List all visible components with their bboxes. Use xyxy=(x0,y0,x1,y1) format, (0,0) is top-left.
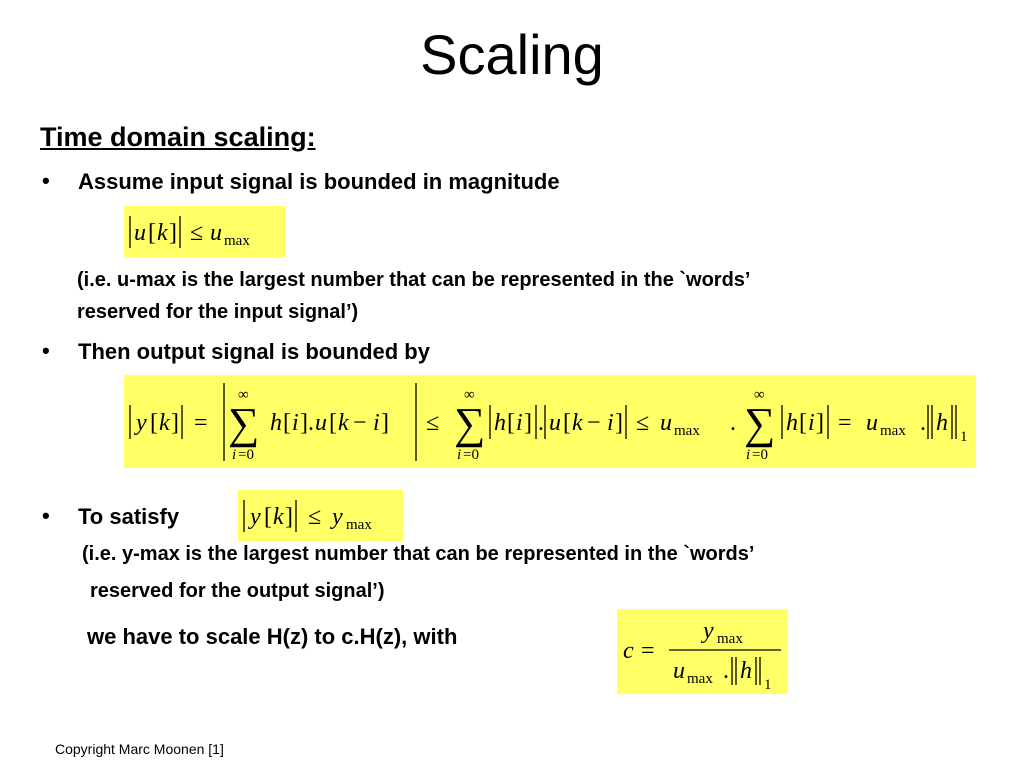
svg-text:i: i xyxy=(607,410,614,436)
svg-text:i: i xyxy=(808,410,815,436)
svg-text:i: i xyxy=(457,447,462,463)
svg-text:u: u xyxy=(660,410,672,436)
svg-text:k: k xyxy=(338,410,349,436)
svg-text:max: max xyxy=(346,517,372,533)
svg-text:].: ]. xyxy=(300,410,314,436)
svg-text:i: i xyxy=(516,410,523,436)
svg-text:[: [ xyxy=(264,504,272,530)
svg-text:]: ] xyxy=(816,410,824,436)
svg-text:[: [ xyxy=(150,410,158,436)
svg-text:h: h xyxy=(740,658,752,684)
bullet-marker: • xyxy=(42,503,50,528)
svg-text:∑: ∑ xyxy=(228,399,260,448)
slide-title: Scaling xyxy=(420,23,604,86)
svg-text:k: k xyxy=(157,220,168,246)
formula-input-bound xyxy=(124,206,285,257)
svg-text:[: [ xyxy=(283,410,291,436)
svg-text:=: = xyxy=(194,410,208,436)
svg-text:y: y xyxy=(332,504,343,530)
bullet-marker: • xyxy=(42,338,50,363)
svg-text:]: ] xyxy=(169,220,177,246)
svg-text:max: max xyxy=(880,423,906,439)
svg-text:i: i xyxy=(746,447,751,463)
bullet-assume-input: Assume input signal is bounded in magnitude xyxy=(78,169,560,194)
svg-text:.: . xyxy=(723,658,729,684)
copyright-footer: Copyright Marc Moonen [1] xyxy=(55,741,224,757)
note-umax-line1: (i.e. u-max is the largest number that can be represented in the `words’ xyxy=(77,269,751,291)
svg-text:u: u xyxy=(549,410,561,436)
svg-text:]: ] xyxy=(285,504,293,530)
svg-text:[: [ xyxy=(799,410,807,436)
svg-text:[: [ xyxy=(563,410,571,436)
svg-text:y: y xyxy=(250,504,261,530)
svg-text:=0: =0 xyxy=(463,447,479,463)
svg-text:u: u xyxy=(673,658,685,684)
svg-text:∑: ∑ xyxy=(744,399,776,448)
bullet-marker: • xyxy=(42,168,50,193)
svg-text:−: − xyxy=(353,410,367,436)
bullet-to-satisfy: To satisfy xyxy=(78,504,180,529)
svg-text:]: ] xyxy=(524,410,532,436)
svg-text:k: k xyxy=(572,410,583,436)
svg-text:i: i xyxy=(232,447,237,463)
svg-text:[: [ xyxy=(148,220,156,246)
svg-text:[: [ xyxy=(329,410,337,436)
svg-text:∞: ∞ xyxy=(238,387,249,403)
formula-output-bound xyxy=(124,375,976,468)
svg-text:h: h xyxy=(494,410,506,436)
svg-text:=: = xyxy=(838,410,852,436)
svg-text:]: ] xyxy=(615,410,623,436)
svg-text:]: ] xyxy=(171,410,179,436)
svg-text:u: u xyxy=(315,410,327,436)
svg-text:=0: =0 xyxy=(752,447,768,463)
svg-text:≤: ≤ xyxy=(190,220,204,246)
svg-text:.: . xyxy=(730,410,736,436)
svg-text:≤: ≤ xyxy=(308,504,322,530)
svg-text:.: . xyxy=(920,410,926,436)
svg-text:k: k xyxy=(273,504,284,530)
note-umax-line2: reserved for the input signal’) xyxy=(77,301,359,323)
svg-text:−: − xyxy=(587,410,601,436)
svg-text:≤: ≤ xyxy=(636,410,650,436)
svg-text:≤: ≤ xyxy=(426,410,440,436)
svg-text:h: h xyxy=(786,410,798,436)
formula-output-constraint xyxy=(238,490,403,541)
svg-text:=0: =0 xyxy=(238,447,254,463)
formula-scale-factor xyxy=(617,609,788,694)
section-heading: Time domain scaling: xyxy=(40,122,316,152)
note-ymax-line2: reserved for the output signal’) xyxy=(90,580,385,602)
svg-text:max: max xyxy=(687,671,713,687)
svg-text:h: h xyxy=(270,410,282,436)
svg-text:1: 1 xyxy=(764,677,772,693)
svg-text:1: 1 xyxy=(960,429,968,445)
bullet-output-bounded: Then output signal is bounded by xyxy=(78,339,430,364)
svg-text:u: u xyxy=(866,410,878,436)
svg-text:max: max xyxy=(717,631,743,647)
svg-text:y: y xyxy=(703,618,714,644)
svg-text:i: i xyxy=(292,410,299,436)
svg-text:h: h xyxy=(936,410,948,436)
svg-text:∞: ∞ xyxy=(464,387,475,403)
svg-text:y: y xyxy=(136,410,147,436)
svg-text:i: i xyxy=(373,410,380,436)
svg-text:c: c xyxy=(623,638,634,664)
svg-text:k: k xyxy=(159,410,170,436)
svg-text:u: u xyxy=(210,220,222,246)
svg-text:∞: ∞ xyxy=(754,387,765,403)
note-ymax-line1: (i.e. y-max is the largest number that can be represented in the `words’ xyxy=(82,543,755,565)
svg-text:max: max xyxy=(224,233,250,249)
scale-instruction: we have to scale H(z) to c.H(z), with xyxy=(87,624,458,649)
svg-text:∑: ∑ xyxy=(454,399,486,448)
svg-text:[: [ xyxy=(507,410,515,436)
svg-text:max: max xyxy=(674,423,700,439)
svg-text:.: . xyxy=(538,410,544,436)
svg-text:]: ] xyxy=(381,410,389,436)
svg-text:u: u xyxy=(134,220,146,246)
svg-text:=: = xyxy=(641,638,655,664)
